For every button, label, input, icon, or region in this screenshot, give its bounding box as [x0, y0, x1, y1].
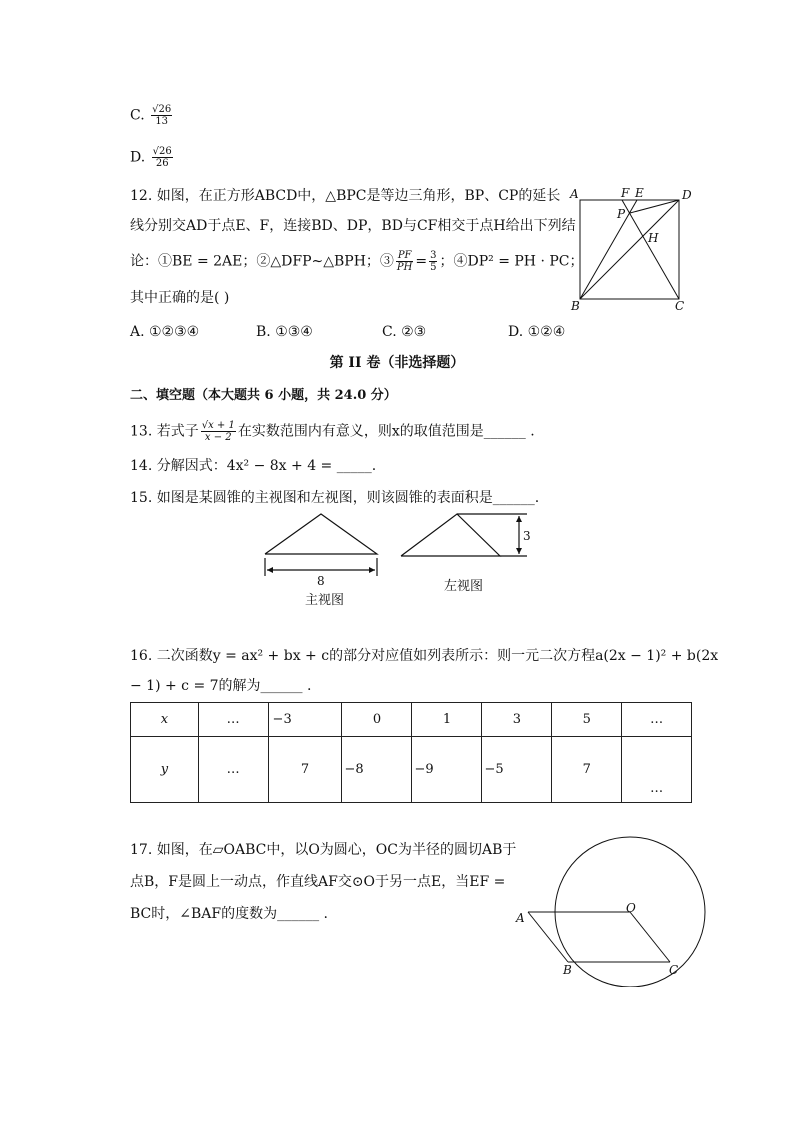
q13-denominator: x − 2: [204, 432, 232, 443]
table-cell: 3: [482, 703, 552, 737]
q12-value-denominator: 5: [430, 262, 437, 273]
option-c: [130, 104, 174, 127]
table-cell: 0: [342, 703, 412, 737]
q14: 14. 分解因式：4x² − 8x + 4 = _____.: [130, 458, 377, 474]
label-d: D: [682, 188, 692, 202]
q16-line1: 16. 二次函数y = ax² + bx + c的部分对应值如列表所示：则一元二次方程a(2x − 1)² + b(2x: [130, 648, 719, 664]
option-d: [130, 146, 175, 169]
segment-ab: [528, 912, 568, 962]
left-view-triangle: [401, 514, 500, 556]
table-cell: …: [198, 703, 268, 737]
table-cell: …: [622, 703, 692, 737]
label-o: O: [626, 901, 636, 915]
table-row-y: [131, 737, 692, 803]
q12-line3-equals: =: [415, 253, 428, 270]
height-label: 3: [523, 529, 531, 543]
segment-be: [580, 200, 637, 299]
segment-dp: [630, 200, 679, 213]
option-d-label: D.: [130, 149, 146, 166]
q13-part1: 13. 若式子: [130, 423, 199, 440]
q12-line1: 12. 如图，在正方形ABCD中，△BPC是等边三角形，BP、CP的延长: [130, 188, 561, 204]
q13-numerator: √x + 1: [201, 420, 235, 431]
q12-option-d: D. ①②④: [508, 324, 566, 340]
option-d-denominator: 26: [155, 158, 169, 169]
section-subtitle: 二、填空题（本大题共 6 小题，共 24.0 分）: [130, 388, 397, 403]
left-arrowhead-top: [516, 516, 522, 522]
q12-option-c: C. ②③: [382, 324, 427, 340]
q12-value-numerator: 3: [430, 250, 437, 261]
left-arrowhead-bottom: [516, 548, 522, 554]
option-c-numerator: √26: [152, 104, 172, 115]
width-label: 8: [317, 574, 325, 588]
label-b: B: [563, 963, 572, 977]
q17-line3: BC时，∠BAF的度数为______ .: [130, 906, 329, 922]
q15: 15. 如图是某圆锥的主视图和左视图，则该圆锥的表面积是______.: [130, 490, 540, 506]
table-cell: −8: [342, 737, 412, 803]
label-b: B: [571, 299, 580, 313]
q16-line2: − 1) + c = 7的解为______ .: [130, 678, 312, 694]
table-cell: 7: [268, 737, 342, 803]
table-cell: −5: [482, 737, 552, 803]
label-c: C: [675, 299, 685, 313]
table-cell: −3: [268, 703, 342, 737]
table-cell: 1: [412, 703, 482, 737]
q12-line3-part1: 论：①BE = 2AE；②△DFP∼△BPH；③: [130, 253, 394, 270]
q12-line4: 其中正确的是( ): [130, 290, 230, 306]
segment-cf: [622, 200, 679, 299]
label-p: P: [617, 207, 626, 221]
table-cell: x: [131, 703, 199, 737]
table-row-x: [131, 703, 692, 737]
front-arrowhead-left: [267, 567, 273, 573]
label-h: H: [648, 231, 659, 245]
front-view-caption: 主视图: [305, 593, 345, 608]
q13: [130, 420, 535, 443]
q12-line3-part2: ；④DP² = PH · PC；: [439, 253, 584, 270]
q13-part2: 在实数范围内有意义，则x的取值范围是______ .: [237, 423, 535, 440]
q12-line2: 线分别交AD于点E、F，连接BD、DP，BD与CF相交于点H给出下列结: [130, 218, 576, 234]
table-cell: …: [198, 737, 268, 803]
q12-option-a: A. ①②③④: [130, 324, 200, 340]
front-view-triangle: [265, 514, 377, 554]
label-a: A: [570, 187, 579, 201]
q12-option-b: B. ①③④: [256, 324, 313, 340]
option-c-label: C.: [130, 107, 145, 124]
option-d-fraction: [152, 146, 173, 169]
q15-cone-views: [255, 508, 545, 608]
label-e: E: [635, 186, 644, 200]
q12-ratio-numerator: PF: [397, 250, 412, 261]
table-cell: 5: [552, 703, 622, 737]
q17-line1: 17. 如图，在▱OABC中，以O为圆心，OC为半径的圆切AB于: [130, 842, 517, 858]
label-c: C: [669, 963, 679, 977]
q13-fraction: [201, 420, 236, 443]
section-title: 第 II 卷（非选择题）: [329, 355, 465, 371]
table-cell: −9: [412, 737, 482, 803]
q12-value-fraction: [429, 250, 437, 273]
segment-bd: [580, 200, 679, 299]
option-d-numerator: √26: [152, 146, 172, 157]
q12-ratio-denominator: PH: [396, 262, 413, 273]
label-a: A: [516, 911, 525, 925]
table-cell: …: [622, 737, 692, 803]
table-cell: y: [131, 737, 199, 803]
q12-ratio-fraction: [396, 250, 413, 273]
q17-circle-figure: [508, 822, 718, 987]
segment-oc: [630, 912, 670, 962]
q12-square-figure: [560, 180, 710, 315]
q12-line3: [130, 250, 583, 273]
q17-line2: 点B，F是圆上一动点，作直线AF交⊙O于另一点E，当EF =: [130, 874, 506, 890]
option-c-denominator: 13: [155, 116, 169, 127]
table-cell: 7: [552, 737, 622, 803]
label-f: F: [621, 186, 630, 200]
value-table: [130, 702, 692, 803]
left-view-caption: 左视图: [444, 579, 484, 594]
front-arrowhead-right: [369, 567, 375, 573]
option-c-fraction: [151, 104, 172, 127]
